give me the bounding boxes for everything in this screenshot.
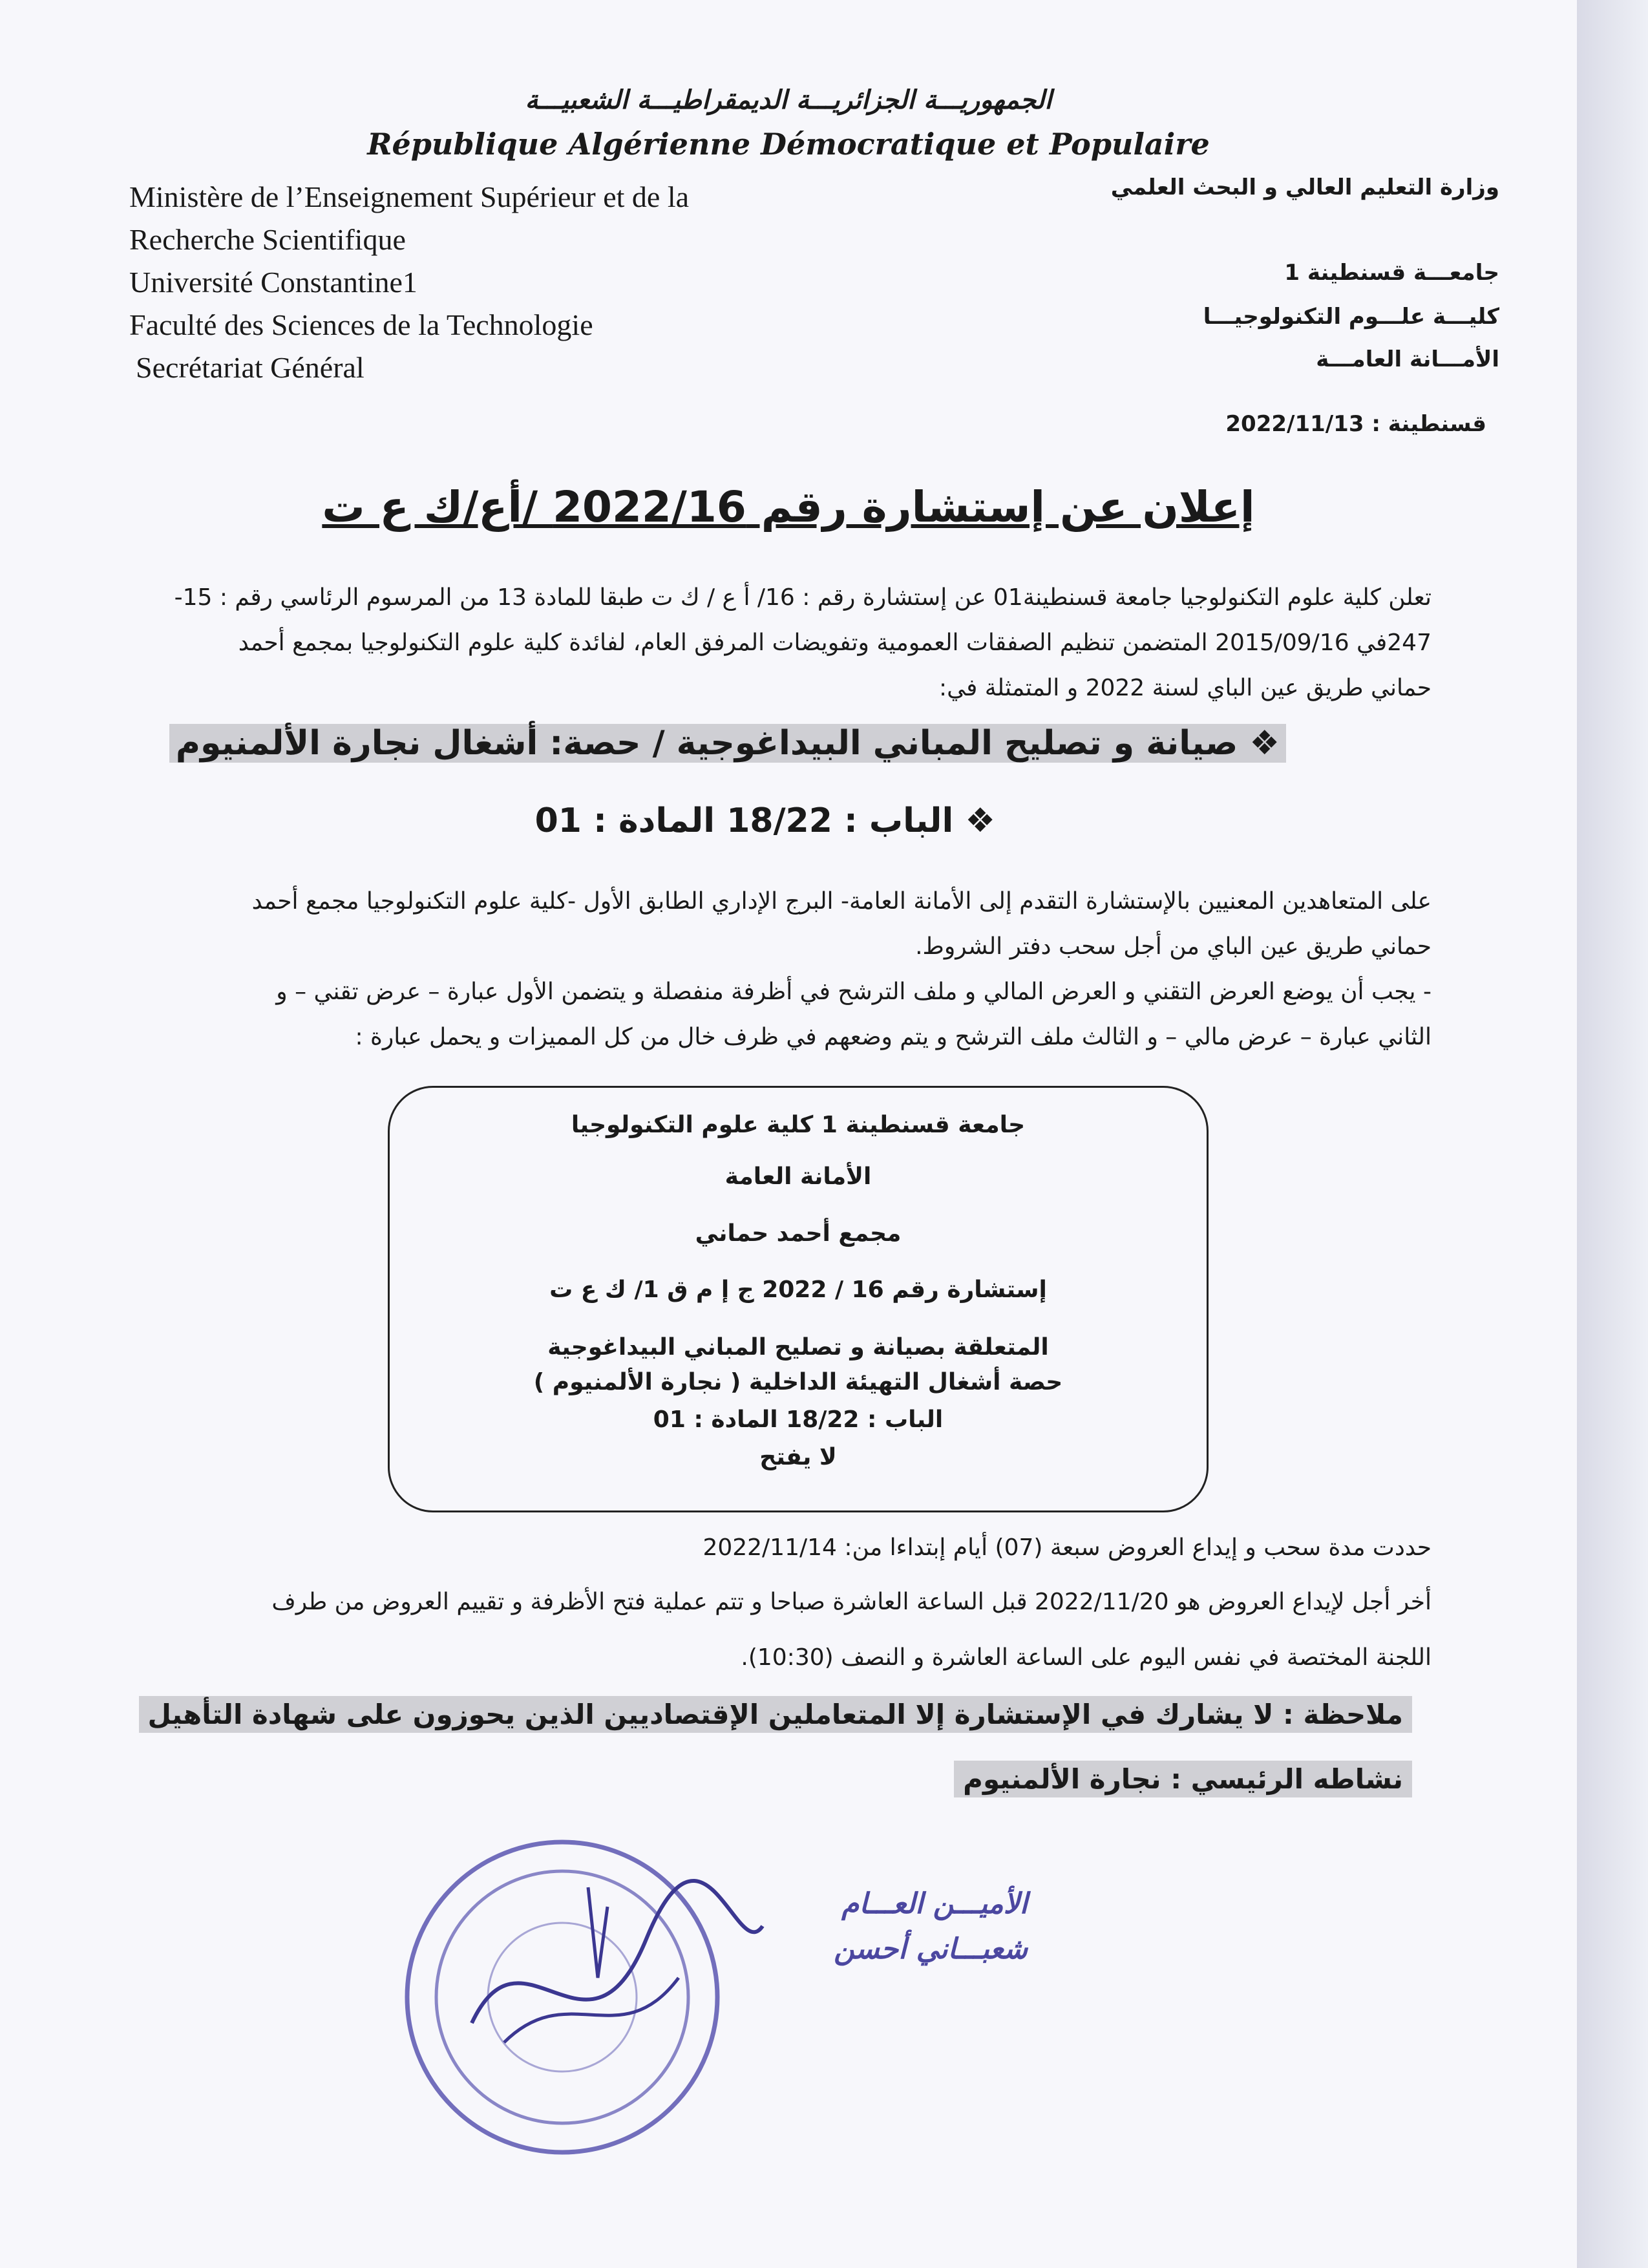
deadline-line: حددت مدة سحب و إيداع العروض سبعة (07) أيام إبتداءا من: 2022/11/14 [703, 1534, 1431, 1561]
header-ministry: وزارة التعليم العالي و البحث العلمي [1110, 175, 1499, 200]
chapter-line: ❖ الباب : 18/22 المادة : 01 [534, 801, 995, 840]
signatory-name: شعبـــاني أحسن [834, 1933, 1028, 1966]
signatory-title: الأميـــن العـــام [841, 1887, 1028, 1920]
envelope-line: حصة أشغال التهيئة الداخلية ( نجارة الألمنيوم ) [533, 1369, 1063, 1395]
stamp-seal-icon [375, 1810, 776, 2172]
note-activity-highlight: نشاطه الرئيسي : نجارة الألمنيوم [954, 1761, 1412, 1797]
envelope-line: الباب : 18/22 المادة : 01 [653, 1406, 944, 1433]
note-line [139, 1699, 1413, 1730]
subject-line [169, 724, 1286, 763]
republic-french: République Algérienne Démocratique et Populaire [367, 127, 1210, 162]
republic-arabic: الجمهوريـــة الجزائريـــة الديمقراطيـــة الشعبيـــة [525, 85, 1052, 115]
header-left-line: Université Constantine1 [129, 266, 417, 299]
instructions-line: حماني طريق عين الباي من أجل سحب دفتر الشروط. [915, 933, 1431, 960]
envelope-line: جامعة قسنطينة 1 كلية علوم التكنولوجيا [571, 1112, 1026, 1138]
header-secretariat: الأمـــانة العامـــة [1316, 346, 1499, 372]
note-activity-line [954, 1763, 1412, 1795]
subject-highlight: ❖ صيانة و تصليح المباني البيداغوجية / حصة: أشغال نجارة الألمنيوم [169, 724, 1286, 763]
header-left-line: Recherche Scientifique [129, 223, 406, 256]
envelope-line: الأمانة العامة [724, 1163, 872, 1190]
instructions-line: - يجب أن يوضع العرض التقني و العرض المالي و ملف الترشح في أظرفة منفصلة و يتضمن الأول عبارة – عرض تقني – و [276, 979, 1431, 1005]
header-left-line: Secrétariat Général [136, 351, 364, 384]
deadline-line: اللجنة المختصة في نفس اليوم على الساعة العاشرة و النصف (10:30). [741, 1644, 1431, 1671]
header-left-line: Faculté des Sciences de la Technologie [129, 308, 593, 341]
note-highlight: ملاحظة : لا يشارك في الإستشارة إلا المتعاملين الإقتصاديين الذين يحوزون على شهادة التأهيل [139, 1696, 1413, 1733]
intro-line: تعلن كلية علوم التكنولوجيا جامعة قسنطينة01 عن إستشارة رقم : 16/ أ ع / ك ت طبقا للمادة 13 من المرسوم الرئاسي رقم : 15- [174, 584, 1431, 611]
intro-line: حماني طريق عين الباي لسنة 2022 و المتمثلة في: [938, 675, 1431, 701]
instructions-line: على المتعاهدين المعنيين بالإستشارة التقدم إلى الأمانة العامة- البرج الإداري الطابق الأول -كلية علوم التكنولوجيا مجمع أحمد [251, 888, 1431, 915]
envelope-line: إستشارة رقم 16 / 2022 ج إ م ق 1/ ك ع ت [549, 1277, 1047, 1303]
header-faculty: كليـــة علـــوم التكنولوجيـــا [1203, 304, 1499, 330]
header-university: جامعـــة قسنطينة 1 [1284, 260, 1499, 286]
envelope-line: المتعلقة بصيانة و تصليح المباني البيداغوجية [547, 1334, 1049, 1361]
date-line: قسنطينة : 2022/11/13 [1225, 411, 1486, 437]
instructions-line: الثاني عبارة – عرض مالي – و الثالث ملف الترشح و يتم وضعهم في ظرف خال من كل المميزات و يحمل عبارة : [355, 1024, 1431, 1050]
header-left-line: Ministère de l’Enseignement Supérieur et de la [129, 180, 690, 213]
intro-line: 247في 2015/09/16 المتضمن تنظيم الصفقات العمومية وتفويضات المرفق العام، لفائدة كلية علوم التكنولوجيا بمجمع أحمد [238, 630, 1431, 656]
official-stamp [375, 1810, 776, 2172]
envelope-line: مجمع أحمد حماني [695, 1220, 902, 1247]
scan-edge [1577, 0, 1648, 2268]
deadline-line: أخر أجل لإيداع العروض هو 2022/11/20 قبل الساعة العاشرة صباحا و تتم عملية فتح الأظرفة و تقييم العروض من طرف [271, 1589, 1431, 1615]
announcement-title: إعلان عن إستشارة رقم 2022/16 /أع/ك ع ت [322, 482, 1255, 532]
envelope-line: لا يفتح [759, 1444, 837, 1470]
header-left-block [129, 176, 689, 389]
